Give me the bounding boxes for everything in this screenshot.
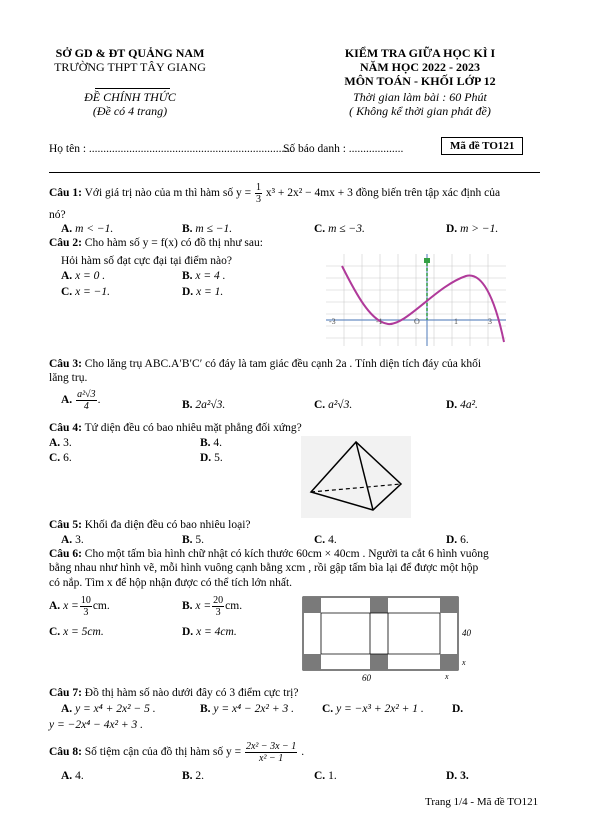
dim-60-label: 60: [362, 673, 371, 682]
question-2: Câu 2: Cho hàm số y = f(x) có đồ thị như sau:: [49, 237, 263, 249]
answer-b: B. 5.: [182, 534, 205, 546]
answer-a: A. 3.: [61, 534, 84, 546]
question-8: Câu 8: Số tiệm cận của đồ thị hàm số y = $\frac{\text{2x² − 3x − 1}}{\text{x² − 1}}$ .: [49, 741, 305, 764]
student-number-field: Số báo danh : ...................: [283, 143, 404, 155]
answer-d: D. 3.: [446, 770, 469, 782]
answer-d: D. 6.: [446, 534, 469, 546]
question-2-sub: Hỏi hàm số đạt cực đại tại điểm nào?: [61, 255, 233, 267]
school-year: NĂM HỌC 2022 - 2023: [360, 60, 480, 74]
answer-a: A. x = $\frac{10}{3}$ cm.: [49, 595, 110, 618]
answer-b: B. 4.: [200, 437, 223, 449]
question-6-cont2: có nắp. Tìm x để hộp nhận được có thể tích lớn nhất.: [49, 577, 293, 589]
answer-a: A. 3.: [49, 437, 72, 449]
answer-b: B. x = $\frac{20}{3}$ cm.: [182, 595, 243, 618]
answer-d: D. x = 1.: [182, 286, 224, 298]
page-count: (Đề có 4 trang): [92, 104, 168, 118]
exam-title: KIỂM TRA GIỮA HỌC KÌ I: [344, 46, 496, 60]
tick-label: -3: [329, 317, 336, 326]
exam-time: Thời gian làm bài : 60 Phút: [353, 90, 487, 104]
answer-c: C. 4.: [314, 534, 337, 546]
question-text-cont: x³ + 2x² − 4mx + 3 đồng biến trên tập xác định của: [265, 187, 501, 200]
question-3-cont: lăng trụ.: [49, 372, 88, 384]
question-7: Câu 7: Đồ thị hàm số nào dưới đây có 3 điểm cực trị?: [49, 687, 299, 699]
answer-c: C. 6.: [49, 452, 72, 464]
answer-c: C. y = −x³ + 2x² + 1 .: [322, 703, 424, 715]
page-footer: Trang 1/4 - Mã đề TO121: [425, 796, 539, 808]
question-6: Câu 6: Cho một tấm bìa hình chữ nhật có kích thước 60cm × 40cm . Người ta cắt 6 hình vuông: [49, 548, 489, 560]
question-1-cont: nó?: [49, 209, 66, 221]
answer-d-label: D.: [452, 703, 464, 715]
answer-b: B. m ≤ −1.: [182, 223, 233, 235]
dim-40-label: 40: [462, 628, 471, 638]
answer-a: A. y = x⁴ + 2x² − 5 .: [61, 703, 156, 715]
cardboard-figure: [300, 594, 478, 682]
dim-x-label: x: [462, 658, 466, 667]
question-label: Câu 1:: [49, 187, 82, 200]
answer-c: C. x = −1.: [61, 286, 111, 298]
question-text: Với giá trị nào của m thì hàm số y =: [84, 187, 252, 200]
answer-d: y = −2x⁴ − 4x² + 3 .: [49, 719, 144, 731]
answer-a: A. x = 0 .: [61, 270, 106, 282]
exam-code-box: Mã đề TO121: [441, 137, 523, 155]
answer-b: B. 2a²√3.: [182, 399, 226, 411]
answer-a: A. $\frac{\text{a²√3}}{4}$ .: [61, 389, 101, 412]
fraction: $\frac{1}{3}$: [255, 182, 261, 205]
dept-name: SỞ GD & ĐT QUẢNG NAM: [55, 46, 205, 60]
answer-c: C. x = 5cm.: [49, 626, 104, 638]
answer-d: D. 4a².: [446, 399, 478, 411]
answer-b: B. y = x⁴ − 2x² + 3 .: [200, 703, 294, 715]
tetrahedron-figure: [301, 436, 411, 518]
dim-x-label: x: [445, 672, 449, 681]
answer-c: C. 1.: [314, 770, 337, 782]
tick-label: 1: [454, 317, 458, 326]
question-3: Câu 3: Cho lăng trụ ABC.A′B′C′ có đáy là tam giác đều cạnh 2a . Tính diện tích đáy của khối: [49, 358, 482, 370]
tick-label: O: [414, 317, 420, 326]
official-label: ĐỀ CHÍNH THỨC: [84, 90, 176, 104]
tick-label: -1: [376, 317, 383, 326]
max-point-marker: [424, 258, 430, 263]
answer-c: C. m ≤ −3.: [314, 223, 365, 235]
answer-a: A. m < −1.: [61, 223, 114, 235]
question-6-cont: bằng nhau như hình vẽ, mỗi hình vuông cạnh bằng xcm , rồi gập tấm bìa lại để được một hộp: [49, 562, 479, 574]
answer-d: D. 5.: [200, 452, 223, 464]
school-name: TRƯỜNG THPT TÂY GIANG: [54, 60, 206, 74]
subject: MÔN TOÁN - KHỐI LỚP 12: [344, 74, 496, 88]
answer-b: B. 2.: [182, 770, 205, 782]
answer-c: C. a²√3.: [314, 399, 353, 411]
exam-time-note: ( Không kể thời gian phát đề): [349, 104, 491, 118]
answer-b: B. x = 4 .: [182, 270, 226, 282]
answer-d: D. m > −1.: [446, 223, 499, 235]
answer-a: A. 4.: [61, 770, 84, 782]
question-1: [49, 182, 500, 205]
tick-label: 3: [488, 317, 492, 326]
student-name-field: Họ tên : .......................................................................: [49, 143, 294, 155]
question-5: Câu 5: Khối đa diện đều có bao nhiêu loại?: [49, 519, 251, 531]
function-graph: [326, 254, 506, 346]
answer-d: D. x = 4cm.: [182, 626, 237, 638]
question-4: Câu 4: Tứ diện đều có bao nhiêu mặt phẳng đối xứng?: [49, 422, 302, 434]
